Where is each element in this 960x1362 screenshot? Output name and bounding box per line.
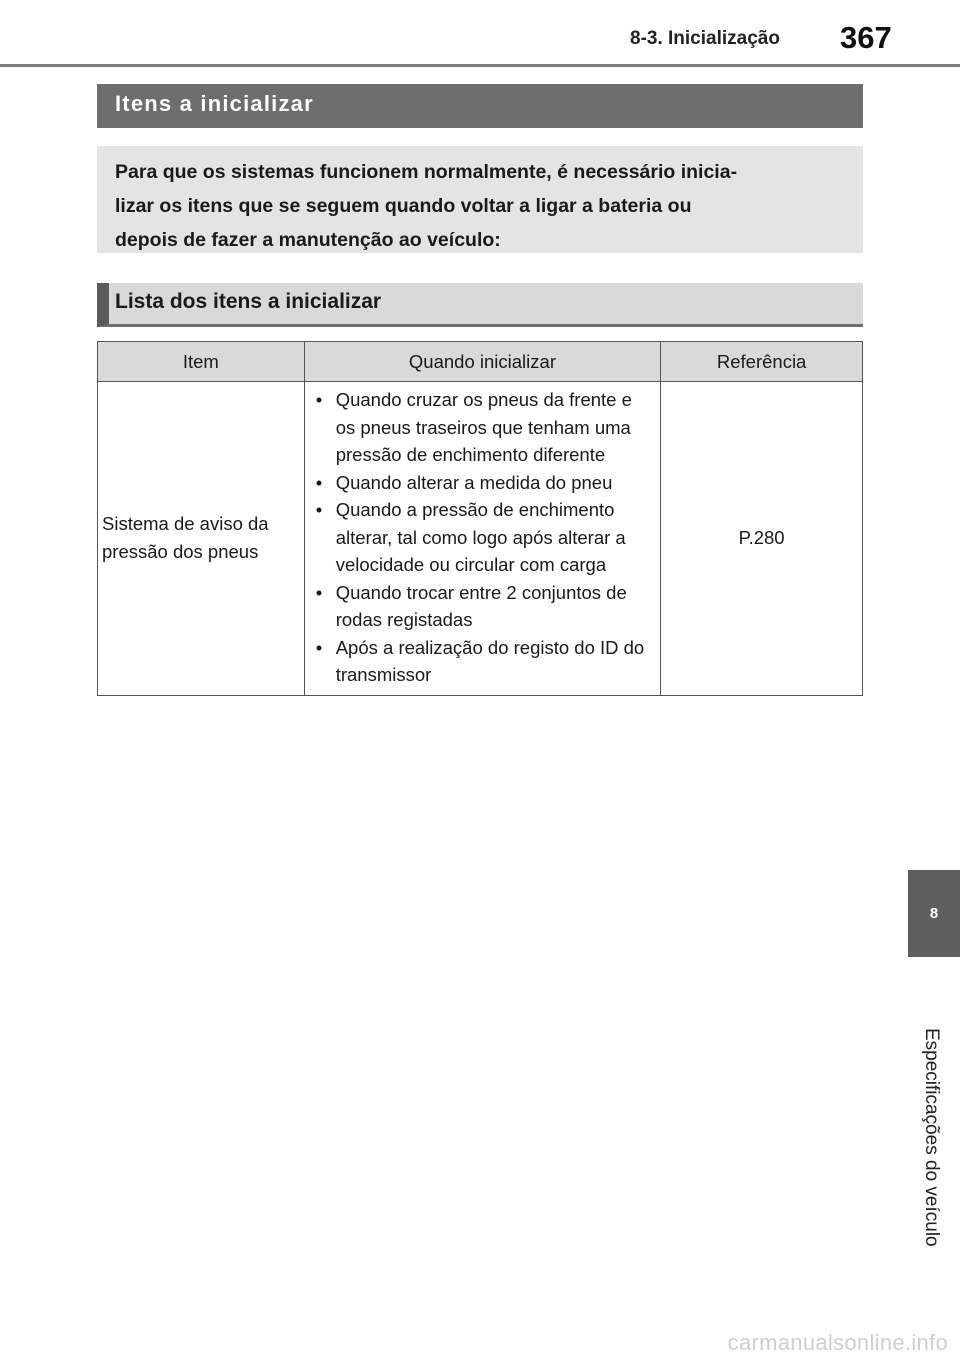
section-title: Lista dos itens a inicializar <box>115 290 382 313</box>
item-line: Sistema de aviso da <box>102 513 269 535</box>
list-item: • Quando alterar a medida do pneu <box>311 469 655 497</box>
list-item: • Após a realização do registo do ID do transmissor <box>311 634 655 689</box>
list-item: • Quando cruzar os pneus da frente e os pneus traseiros que tenham uma pressão de enchimento diferente <box>311 386 655 469</box>
list-item: • Quando trocar entre 2 conjuntos de rodas registadas <box>311 579 655 634</box>
table-header-row <box>98 342 863 382</box>
item-line: pressão dos pneus <box>102 541 259 563</box>
header-when: Quando inicializar <box>304 342 661 382</box>
header-reference: Referência <box>661 342 863 382</box>
intro-line: depois de fazer a manutenção ao veículo: <box>115 229 501 251</box>
cell-reference: P.280 <box>661 382 863 696</box>
cell-item <box>98 382 305 696</box>
when-list <box>311 386 655 689</box>
cell-when <box>304 382 661 696</box>
page-number: 367 <box>840 20 892 55</box>
main-title-bar <box>97 84 863 128</box>
intro-line: lizar os itens que se seguem quando voltar a ligar a bateria ou <box>115 195 692 217</box>
chapter-tab-label: Especificações do veículo <box>921 1028 942 1247</box>
main-title: Itens a inicializar <box>115 91 314 116</box>
initialization-table <box>97 341 863 696</box>
section-title-bar <box>97 283 863 327</box>
watermark: carmanualsonline.info <box>727 1330 948 1355</box>
intro-line: Para que os sistemas funcionem normalmente, é necessário inicia- <box>115 161 738 183</box>
list-item: • Quando a pressão de enchimento alterar, tal como logo após alterar a velocidade ou circular com carga <box>311 496 655 579</box>
chapter-tab: 8 <box>908 870 960 957</box>
header-divider <box>0 64 960 67</box>
chapter-section-title: 8-3. Inicialização <box>630 28 780 49</box>
header-item: Item <box>98 342 305 382</box>
intro-box <box>97 146 863 253</box>
table-row <box>98 382 863 696</box>
